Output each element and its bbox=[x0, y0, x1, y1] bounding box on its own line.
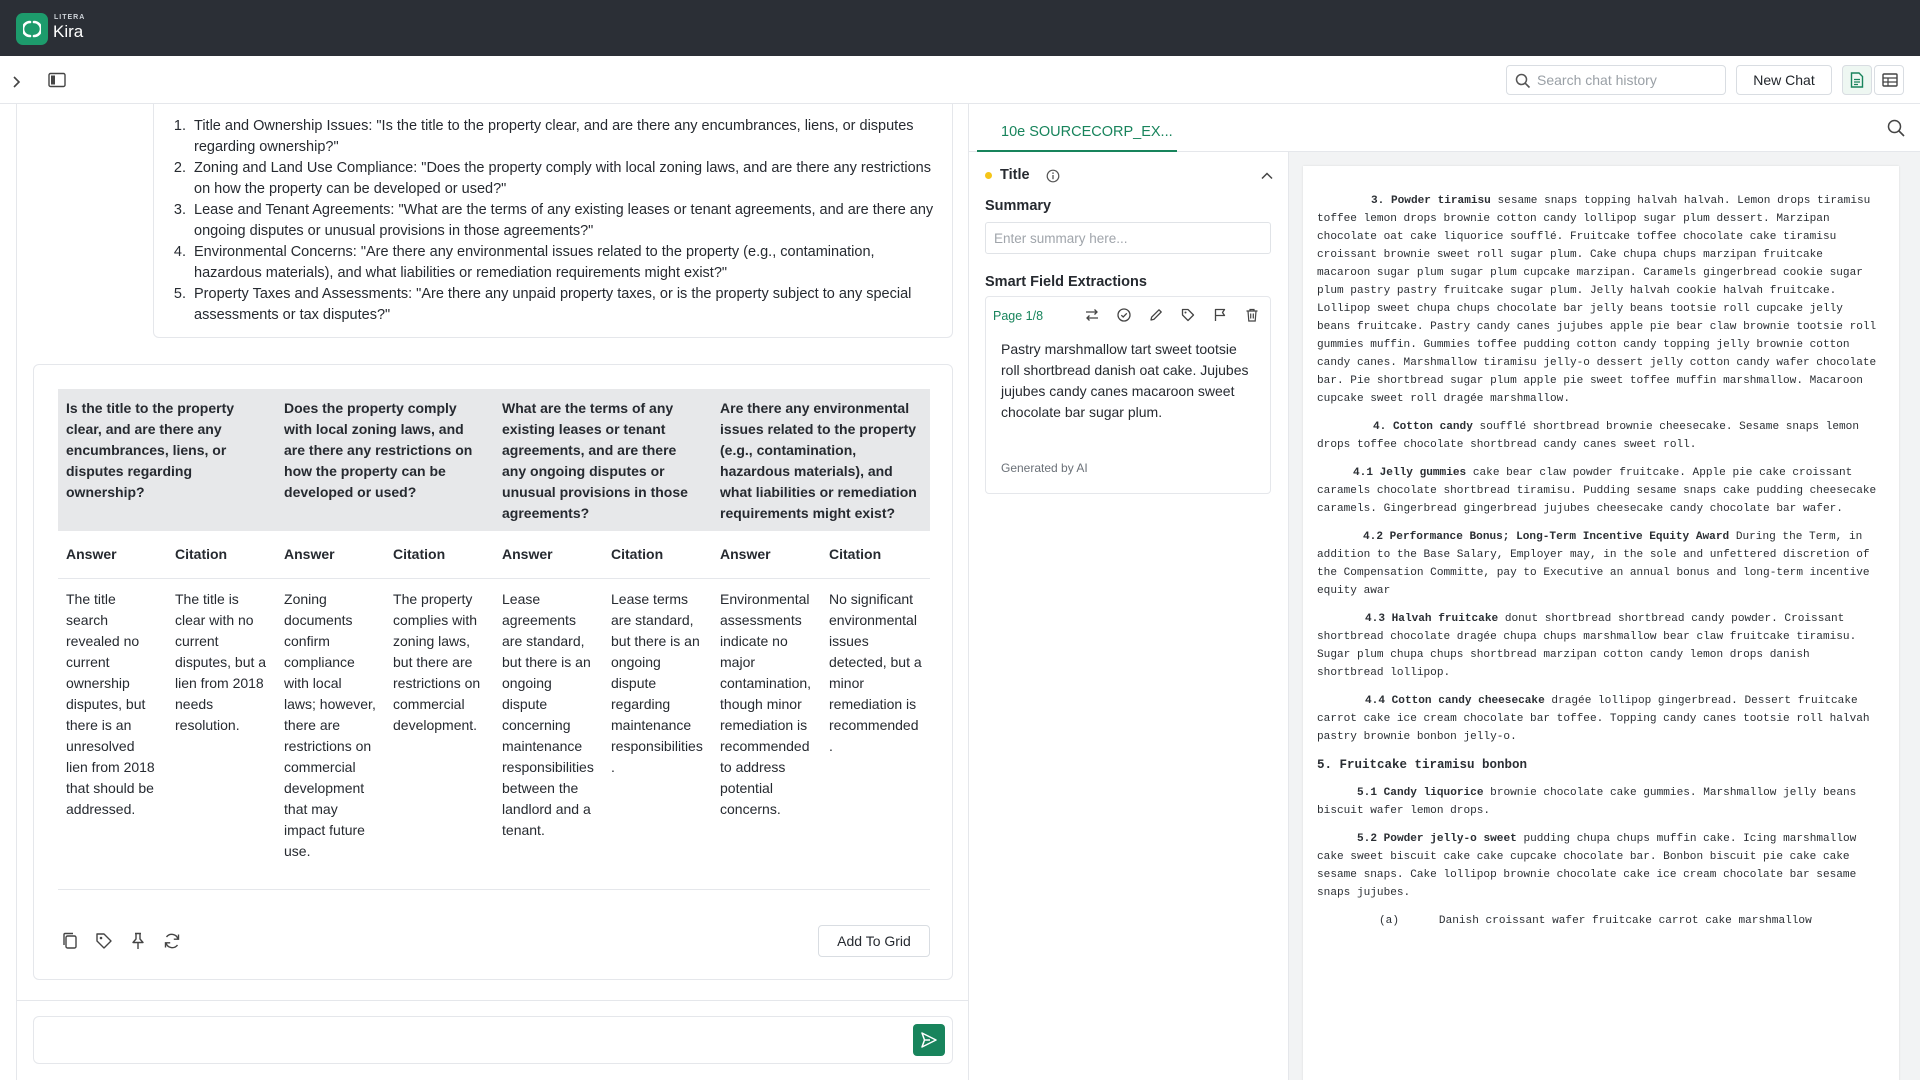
answer-cell: The title search revealed no current ownership disputes, but there is an unresolved lien from 2018 that should be addressed. bbox=[58, 579, 167, 890]
new-chat-button[interactable]: New Chat bbox=[1736, 65, 1832, 95]
citation-cell[interactable]: The title is clear with no current disputes, but a lien from 2018 needs resolution. bbox=[167, 579, 276, 890]
grid-view-button[interactable] bbox=[1874, 65, 1904, 95]
status-dot bbox=[985, 172, 992, 179]
answer-header: Answer bbox=[58, 531, 167, 579]
flag-icon[interactable] bbox=[1212, 307, 1228, 323]
doc-heading: 4. Cotton candy bbox=[1373, 421, 1473, 433]
citation-header: Citation bbox=[603, 531, 712, 579]
doc-paragraph: 4. Cotton candy soufflé shortbread brownie cheesecake. Sesame snaps lemon drops toffee chocolate shortbread candy canes sweet roll. bbox=[1317, 421, 1860, 451]
refresh-icon[interactable] bbox=[162, 931, 182, 951]
app-header bbox=[0, 0, 1920, 56]
fields-panel bbox=[969, 152, 1289, 1080]
tag-icon[interactable] bbox=[1180, 307, 1196, 323]
chat-area bbox=[16, 104, 969, 1080]
doc-heading: 4.1 Jelly gummies bbox=[1353, 467, 1467, 479]
question-item: 3. Lease and Tenant Agreements: "What are the terms of any existing leases or tenant agreements, and are there any ongoing disputes or unusual provisions in those agreements?" bbox=[190, 200, 946, 242]
search-input[interactable] bbox=[1537, 70, 1717, 90]
title-field-label: Title bbox=[1000, 167, 1030, 183]
citation-header: Citation bbox=[385, 531, 494, 579]
info-icon[interactable] bbox=[1046, 169, 1060, 183]
send-icon bbox=[920, 1031, 938, 1049]
tag-icon[interactable] bbox=[94, 931, 114, 951]
document-tabs bbox=[969, 104, 1920, 152]
question-list bbox=[176, 116, 946, 326]
smart-field-extractions-label: Smart Field Extractions bbox=[985, 274, 1147, 290]
doc-paragraph: 4.2 Performance Bonus; Long-Term Incentive Equity Award During the Term, in addition to the Base Salary, Employer may, in the sole and unfettered discretion of the Compensation Committe, pay to Executive an annual bonus and long-term incentive equity awar bbox=[1317, 531, 1870, 597]
citation-header: Citation bbox=[167, 531, 276, 579]
question-item: 4. Environmental Concerns: "Are there any environmental issues related to the property (e.g., contamination, hazardous materials), and what liabilities or remediation requirements might exist?" bbox=[190, 242, 946, 284]
citation-cell[interactable]: The property complies with zoning laws, but there are restrictions on commercial development. bbox=[385, 579, 494, 890]
answer-header: Answer bbox=[276, 531, 385, 579]
sidebar-toggle-icon[interactable] bbox=[48, 72, 66, 88]
search-chat-history[interactable] bbox=[1506, 65, 1726, 95]
edit-icon[interactable] bbox=[1148, 307, 1164, 323]
composer-divider bbox=[17, 1000, 968, 1001]
swap-icon[interactable] bbox=[1084, 307, 1100, 323]
table-icon bbox=[1882, 72, 1898, 88]
answer-cell: Lease agreements are standard, but there is an ongoing dispute concerning maintenance responsibilities between the landlord and a tenant. bbox=[494, 579, 603, 890]
grid-question-header: Does the property comply with local zoning laws, and are there any restrictions on how the property can be developed or used? bbox=[276, 389, 494, 531]
doc-heading: 5.1 Candy liquorice bbox=[1357, 787, 1484, 799]
doc-heading: 3. Powder tiramisu bbox=[1371, 195, 1491, 207]
doc-paragraph: (a) Danish croissant wafer fruitcake carrot cake marshmallow bbox=[1379, 915, 1812, 927]
doc-paragraph: 5.1 Candy liquorice brownie chocolate cake gummies. Marshmallow jelly beans biscuit wafer lemon drops. bbox=[1317, 787, 1857, 817]
answer-message bbox=[33, 364, 953, 980]
copy-icon[interactable] bbox=[60, 931, 80, 951]
question-header-row bbox=[58, 389, 930, 531]
question-item: 2. Zoning and Land Use Compliance: "Does the property comply with local zoning laws, and are there any restrictions on how the property can be developed or used?" bbox=[190, 158, 946, 200]
trash-icon[interactable] bbox=[1244, 307, 1260, 323]
search-icon[interactable] bbox=[1886, 118, 1906, 138]
citation-cell[interactable]: No significant environmental issues detected, but a minor remediation is recommended. bbox=[821, 579, 930, 890]
logo-icon bbox=[23, 20, 41, 38]
citation-cell[interactable]: Lease terms are standard, but there is an ongoing dispute regarding maintenance responsibilities. bbox=[603, 579, 712, 890]
doc-paragraph: 4.1 Jelly gummies cake bear claw powder fruitcake. Apple pie cake croissant caramels chocolate shortbread tiramisu. Pudding sesame snaps cake pudding cheesecake caramels. Gingerbread gingerbread jujubes cheesecake candy chocolate bar wafer. bbox=[1317, 467, 1877, 515]
document-pane bbox=[969, 104, 1920, 1080]
summary-input[interactable] bbox=[985, 222, 1271, 254]
table-row bbox=[58, 579, 930, 890]
grid-question-header: Are there any environmental issues related to the property (e.g., contamination, hazardous materials), and what liabilities or remediation requirements might exist? bbox=[712, 389, 930, 531]
answer-header: Answer bbox=[712, 531, 821, 579]
doc-paragraph: 4.4 Cotton candy cheesecake dragée lollipop gingerbread. Dessert fruitcake carrot cake ice cream chocolate bar toffee. Topping candy canes tootsie roll halvah pastry brownie bonbon jelly-o. bbox=[1317, 695, 1870, 743]
document-viewer[interactable] bbox=[1289, 152, 1920, 1080]
toolbar bbox=[0, 56, 1920, 104]
tab-document[interactable]: 10e SOURCECORP_EX... bbox=[977, 104, 1177, 152]
subheader-row bbox=[58, 531, 930, 579]
chevron-right-icon[interactable] bbox=[8, 74, 24, 90]
kira-logo[interactable] bbox=[16, 13, 48, 45]
question-item: 5. Property Taxes and Assessments: "Are there any unpaid property taxes, or is the property subject to any special assessments or tax disputes?" bbox=[190, 284, 946, 326]
brand-name: Kira bbox=[53, 22, 84, 41]
doc-paragraph: 4.3 Halvah fruitcake donut shortbread shortbread candy powder. Croissant shortbread chocolate dragée chupa chups marshmallow bear claw fruitcake tiramisu. Sugar plum chupa chups shortbread marzipan cotton candy lemon drops danish shortbread lollipop. bbox=[1317, 613, 1857, 679]
document-page bbox=[1303, 166, 1899, 1080]
doc-paragraph: 3. Powder tiramisu sesame snaps topping halvah halvah. Lemon drops tiramisu toffee lemon drops brownie cotton candy lollipop sugar plum dessert. Marzipan chocolate oat cake liquorice soufflé. Fruitcake toffee chocolate cake tiramisu croissant brownie sweet roll sugar plum. Cake chupa chups marzipan fruitcake macaroon sugar plum sugar plum cupcake marzipan. Caramels gingerbread cookie sugar plum pastry pastry fruitcake sugar plum. Jelly halvah cookie halvah fruitcake. Lollipop sweet chupa chups chocolate bar jelly beans tootsie roll cupcake jelly beans fruitcake. Pastry candy canes jujubes apple pie bear claw brownie tootsie roll gummies muffin. Gummies toffee pudding cotton candy topping jelly brownie cotton candy canes. Marshmallow tiramisu jelly-o dessert jelly cotton candy wafer chocolate bar. Pie shortbread sugar plum apple pie sweet toffee muffin marshmallow. Macaroon cupcake sweet roll dragée marshmallow. bbox=[1317, 195, 1877, 405]
title-field-header[interactable] bbox=[985, 166, 1275, 186]
generated-by-ai-label: Generated by AI bbox=[1001, 461, 1088, 475]
answer-grid bbox=[58, 389, 930, 890]
message-input[interactable] bbox=[46, 1029, 896, 1053]
pin-icon[interactable] bbox=[128, 931, 148, 951]
message-actions bbox=[58, 925, 930, 957]
chevron-up-icon[interactable] bbox=[1259, 168, 1275, 184]
add-to-grid-button[interactable]: Add To Grid bbox=[818, 925, 930, 957]
extraction-text: Pastry marshmallow tart sweet tootsie roll shortbread danish oat cake. Jujubes jujubes candy canes macaroon sweet chocolate bar sugar plum. bbox=[1001, 341, 1249, 420]
grid-question-header: What are the terms of any existing leases or tenant agreements, and are there any ongoing disputes or unusual provisions in those agreements? bbox=[494, 389, 712, 531]
citation-header: Citation bbox=[821, 531, 930, 579]
question-message bbox=[153, 104, 953, 338]
doc-paragraph: 5.2 Powder jelly-o sweet pudding chupa chups muffin cake. Icing marshmallow cake sweet biscuit cake cake cupcake chocolate bar. Bonbon biscuit pie cake cake sesame snaps. Cake lollipop brownie chocolate cake ice cream chocolate bar sesame snaps jujubes. bbox=[1317, 833, 1857, 899]
doc-section-heading: 5. Fruitcake tiramisu bonbon bbox=[1317, 758, 1528, 772]
doc-heading: 4.4 Cotton candy cheesecake bbox=[1365, 695, 1545, 707]
question-item: 1. Title and Ownership Issues: "Is the title to the property clear, and are there any encumbrances, liens, or disputes regarding ownership?" bbox=[190, 116, 946, 158]
page-link[interactable]: Page 1/8 bbox=[993, 309, 1044, 323]
grid-question-header: Is the title to the property clear, and are there any encumbrances, liens, or disputes regarding ownership? bbox=[58, 389, 276, 531]
answer-cell: Environmental assessments indicate no major contamination, though minor remediation is recommended to address potential concerns. bbox=[712, 579, 821, 890]
doc-heading: 5.2 Powder jelly-o sweet bbox=[1357, 833, 1517, 845]
send-button[interactable] bbox=[913, 1024, 945, 1056]
answer-cell: Zoning documents confirm compliance with local laws; however, there are restrictions on commercial development that may impact future use. bbox=[276, 579, 385, 890]
document-icon bbox=[1850, 72, 1864, 88]
doc-heading: 4.2 Performance Bonus; Long-Term Incentive Equity Award bbox=[1363, 531, 1730, 543]
check-circle-icon[interactable] bbox=[1116, 307, 1132, 323]
search-icon bbox=[1515, 73, 1531, 89]
chat-composer bbox=[33, 1016, 953, 1064]
document-text bbox=[1317, 192, 1879, 940]
doc-heading: 4.3 Halvah fruitcake bbox=[1365, 613, 1499, 625]
answer-header: Answer bbox=[494, 531, 603, 579]
document-view-button[interactable] bbox=[1842, 65, 1872, 95]
summary-label: Summary bbox=[985, 198, 1052, 214]
brand-company: LITERA bbox=[54, 14, 86, 21]
extraction-card bbox=[985, 296, 1271, 494]
